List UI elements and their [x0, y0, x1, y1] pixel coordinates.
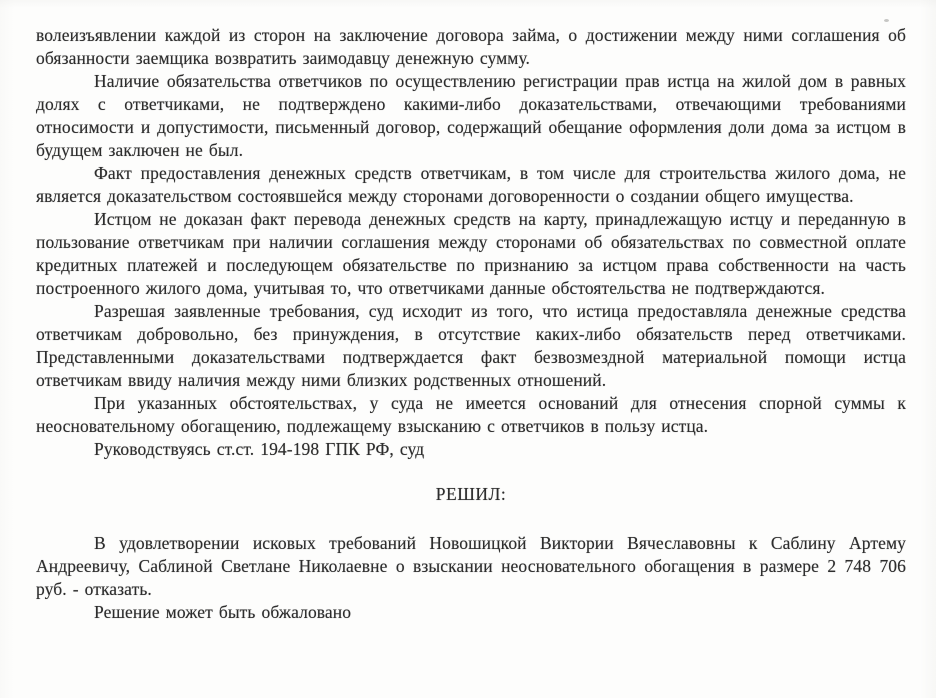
paragraph-guided-by-law: Руководствуясь ст.ст. 194-198 ГПК РФ, суд	[94, 439, 425, 459]
paragraph-card-transfer: Истцом не доказан факт перевода денежных средств на карту, принадлежащую истцу и переданную в пользование ответчикам при наличии соглашения между сторонами об обязательствах по совместной оплате кредитных платежей и последующем обязательстве по признанию за истцом права собственности на часть построенного жилого дома, учитывая то, что ответчиками данные обстоятельства не подтверждаются.	[36, 209, 906, 298]
paragraph-no-grounds: При указанных обстоятельствах, у суда не имеется оснований для отнесения спорной суммы к неосновательному обогащению, подлежащему взысканию с ответчиков в пользу истца.	[36, 393, 906, 436]
resolution-heading: РЕШИЛ:	[435, 484, 507, 504]
scan-artifact-speck	[884, 19, 889, 22]
paragraph-fact-of-funds: Факт предоставления денежных средств ответчикам, в том числе для строительства жилого дома, не является доказательством состоявшейся между сторонами договоренности о создании общего имущества.	[36, 163, 906, 206]
paragraph-clipped-appeal-line: Решение может быть обжаловано	[94, 602, 352, 622]
paragraph-ruling: В удовлетворении исковых требований Новошицкой Виктории Вячеславовны к Саблину Артему Андреевичу, Саблиной Светлане Николаевне о взыскании неосновательного обогащения в размере 2 748 706 руб. - отказать.	[36, 533, 906, 599]
paragraph-continuation: волеизъявлении каждой из сторон на заключение договора займа, о достижении между ними соглашения об обязанности заемщика возвратить заимодавцу денежную сумму.	[36, 25, 906, 68]
paragraph-obligation-registration: Наличие обязательства ответчиков по осуществлению регистрации прав истца на жилой дом в равных долях с ответчиками, не подтверждено какими-либо доказательствами, отвечающими требованиями относимости и допустимости, письменный договор, содержащий обещание оформления доли дома за истцом в будущем заключен не был.	[36, 71, 906, 160]
paragraph-voluntary-assistance: Разрешая заявленные требования, суд исходит из того, что истица предоставляла денежные средства ответчикам добровольно, без принуждения, в отсутствие каких-либо обязательств перед ответчиками. Представленными доказательствами подтверждается факт безвозмездной материальной помощи истца ответчикам ввиду наличия между ними близких родственных отношений.	[36, 301, 906, 390]
